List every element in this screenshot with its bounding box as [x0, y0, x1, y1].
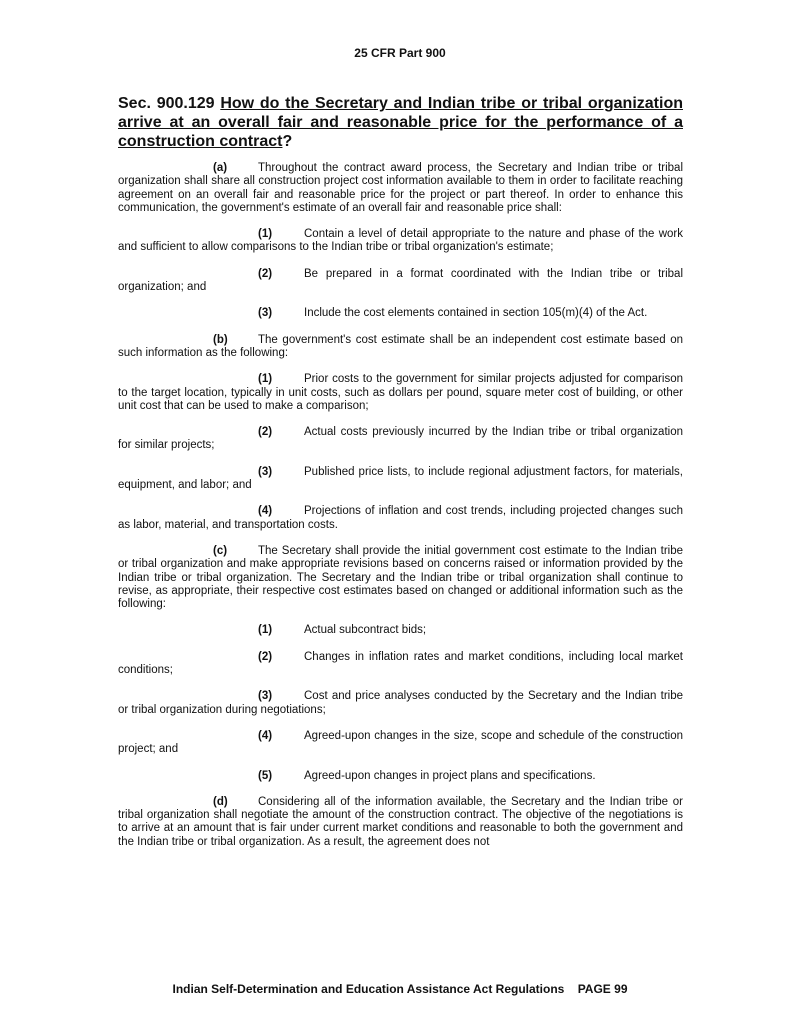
paragraph-b-3	[118, 466, 683, 493]
paragraph-text: Actual subcontract bids;	[304, 624, 427, 637]
section-heading: How do the Secretary and Indian tribe or tribal organization arrive at an overall fair and reasonable price for the performance of a construction contract	[118, 95, 683, 150]
paragraph-label: (3)	[258, 307, 273, 320]
paragraph-label: (5)	[258, 769, 273, 782]
paragraph-text: Published price lists, to include regional adjustment factors, for materials, equipment, and labor; and	[118, 465, 683, 492]
paragraph-text: Changes in inflation rates and market conditions, including local market conditions;	[118, 650, 683, 677]
paragraph-text: Actual costs previously incurred by the Indian tribe or tribal organization for similar projects;	[118, 426, 683, 452]
paragraph-label: (2)	[258, 426, 273, 439]
paragraph-c-2	[118, 651, 683, 678]
section-heading-end: ?	[282, 133, 293, 150]
paragraph-label: (4)	[258, 729, 273, 742]
paragraph-b	[118, 334, 683, 361]
section-title	[118, 94, 683, 151]
paragraph-text: Include the cost elements contained in section 105(m)(4) of the Act.	[304, 307, 648, 320]
paragraph-c-3	[118, 690, 683, 717]
paragraph-c	[118, 545, 683, 611]
page-header: 25 CFR Part 900	[354, 46, 446, 60]
paragraph-label: (b)	[213, 333, 228, 346]
paragraph-text: Be prepared in a format coordinated with the Indian tribe or tribal organization; and	[118, 267, 683, 294]
paragraph-text: Considering all of the information available, the Secretary and the Indian tribe or tribal organization shall negotiate the amount of the construction contract. The objective of the negotiations is to arrive at an amount that is fair under current market conditions and reasonable to both the government and the Indian tribe or tribal organization. As a result, the agreement does not	[118, 795, 683, 848]
paragraph-text: Cost and price analyses conducted by the Secretary and the Indian tribe or tribal organization during negotiations;	[118, 690, 683, 716]
footer-title: Indian Self-Determination and Education Assistance Act Regulations	[172, 982, 565, 996]
paragraph-text: Agreed-upon changes in the size, scope and schedule of the construction project; and	[118, 729, 683, 756]
paragraph-label: (d)	[213, 795, 228, 808]
paragraph-b-1	[118, 373, 683, 413]
paragraph-text: Agreed-upon changes in project plans and specifications.	[304, 769, 596, 782]
page-footer	[0, 982, 800, 996]
paragraph-c-5	[118, 770, 683, 783]
paragraph-label: (2)	[258, 267, 273, 280]
paragraph-label: (a)	[213, 162, 228, 174]
paragraph-text: Throughout the contract award process, the Secretary and Indian tribe or tribal organization shall share all construction project cost information available to them in order to facilitate reaching agreement on an overall fair and reasonable price for the project or part thereof. In order to enhance this communication, the government's estimate of an overall fair and reasonable price shall:	[118, 162, 683, 214]
document-body	[118, 94, 683, 862]
section-number: Sec. 900.129	[118, 95, 215, 112]
paragraph-label: (3)	[258, 465, 273, 478]
paragraph-b-2	[118, 426, 683, 453]
paragraph-label: (4)	[258, 505, 273, 518]
paragraph-label: (1)	[258, 228, 273, 241]
paragraph-label: (c)	[213, 544, 228, 557]
paragraph-label: (3)	[258, 690, 273, 703]
paragraph-c-1	[118, 624, 683, 637]
paragraph-text: Prior costs to the government for similar projects adjusted for comparison to the target location, typically in unit costs, such as dollars per pound, square meter cost of building, or other unit cost that can be used to make a comparison;	[118, 373, 683, 412]
paragraph-a	[118, 162, 683, 215]
paragraph-d	[118, 796, 683, 849]
paragraph-label: (2)	[258, 650, 273, 663]
paragraph-label: (1)	[258, 373, 273, 386]
paragraph-b-4	[118, 505, 683, 532]
paragraph-text: The government's cost estimate shall be an independent cost estimate based on such information as the following:	[118, 333, 683, 359]
paragraph-text: The Secretary shall provide the initial government cost estimate to the Indian tribe or tribal organization and make appropriate revisions based on concerns raised or information provided by the Indian tribe or tribal organization. The Secretary and the Indian tribe or tribal organization shall continue to revise, as appropriate, their respective cost estimates based on changed or additional information such as the following:	[118, 544, 683, 611]
paragraph-text: Contain a level of detail appropriate to the nature and phase of the work and sufficient to allow comparisons to the Indian tribe or tribal organization's estimate;	[118, 228, 683, 254]
paragraph-label: (1)	[258, 624, 273, 637]
paragraph-c-4	[118, 730, 683, 757]
paragraph-text: Projections of inflation and cost trends, including projected changes such as labor, material, and transportation costs.	[118, 505, 683, 531]
page-number: PAGE 99	[577, 982, 628, 996]
paragraph-a-1	[118, 228, 683, 255]
paragraph-a-3	[118, 307, 683, 320]
paragraph-a-2	[118, 268, 683, 295]
